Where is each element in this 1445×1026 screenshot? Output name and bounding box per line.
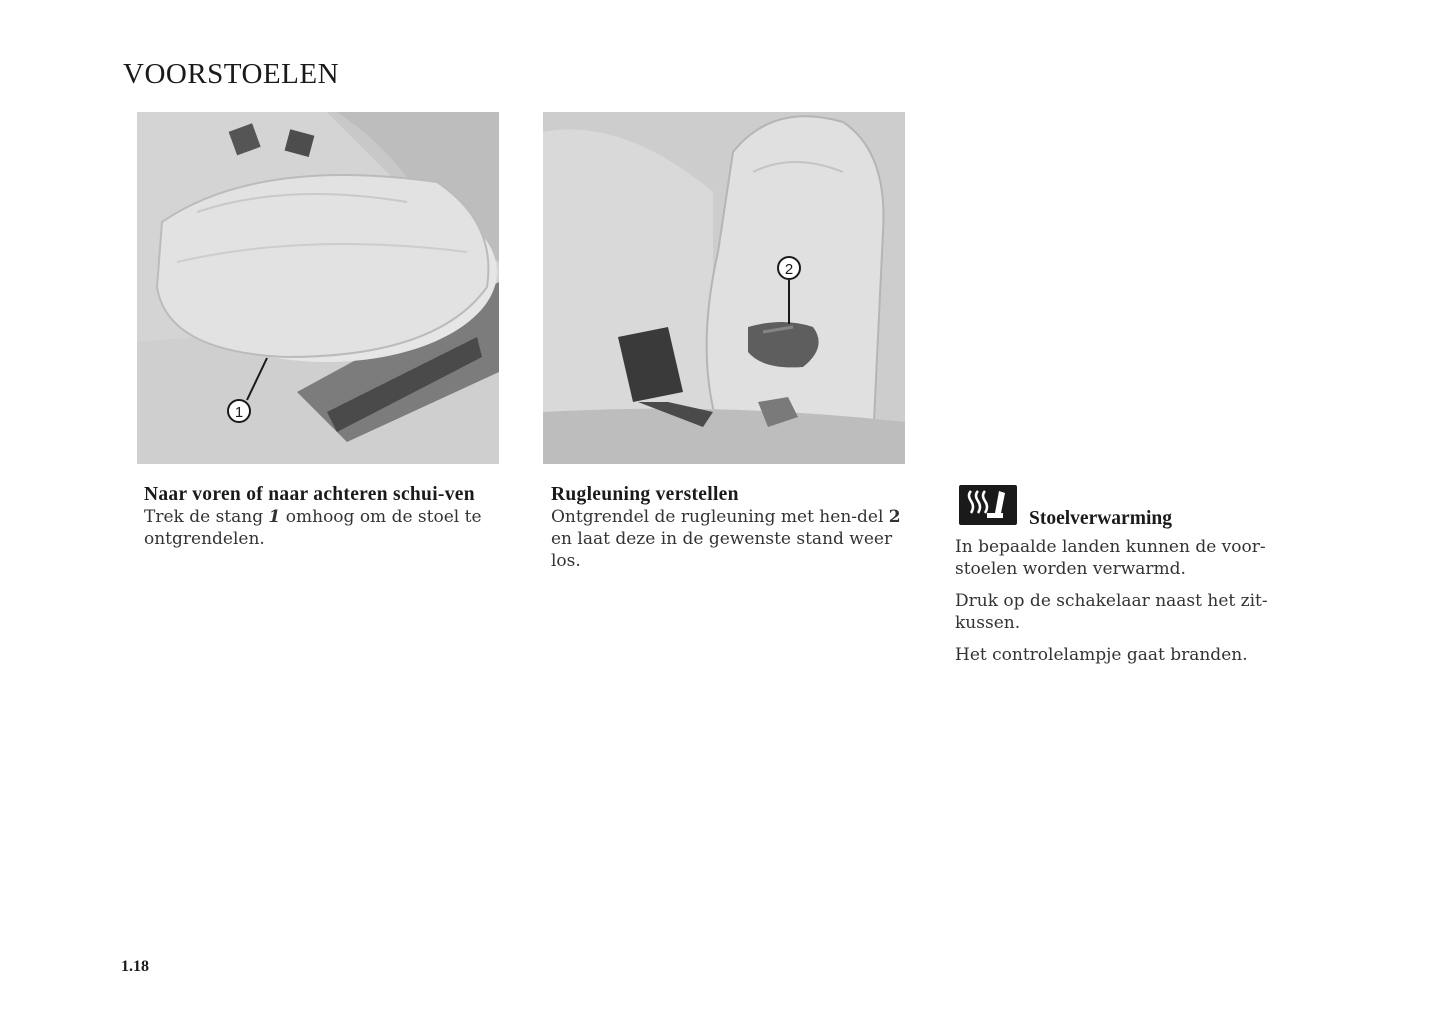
heating-paragraph-2: Druk op de schakelaar naast het zit-kussen. [955,591,1268,633]
heating-paragraph-1: In bepaalde landen kunnen de voor-stoelen worden verwarmd. [955,537,1266,579]
backrest-ref: 2 [888,507,901,527]
slide-text-part-2: omhoog om de stoel te ontgrendelen. [144,507,482,549]
heating-heading: Stoelverwarming [1029,508,1172,529]
seat-heating-icon [959,485,1017,525]
seat-slide-photo [137,112,499,464]
slide-text [144,506,494,550]
page-number: 1.18 [121,958,149,975]
backrest-text-part-2: en laat deze in de gewenste stand weer los. [551,529,893,571]
backrest-heading: Rugleuning verstellen [551,484,739,505]
callout-2-label: 2 [784,261,794,278]
callout-1-label: 1 [234,404,244,421]
heating-paragraph-3: Het controlelampje gaat branden. [955,645,1248,665]
slide-section [144,484,494,560]
backrest-text-part-1: Ontgrendel de rugleuning met hen-del [551,507,889,527]
backrest-lever-photo [543,112,905,464]
slide-heading: Naar voren of naar achteren schui-ven [144,484,475,505]
heating-section [955,536,1305,676]
page-title: VOORSTOELEN [123,58,340,90]
slide-text-part-1: Trek de stang [144,507,269,527]
slide-ref: 1 [268,507,281,527]
backrest-text [551,506,901,572]
backrest-section [551,484,901,582]
